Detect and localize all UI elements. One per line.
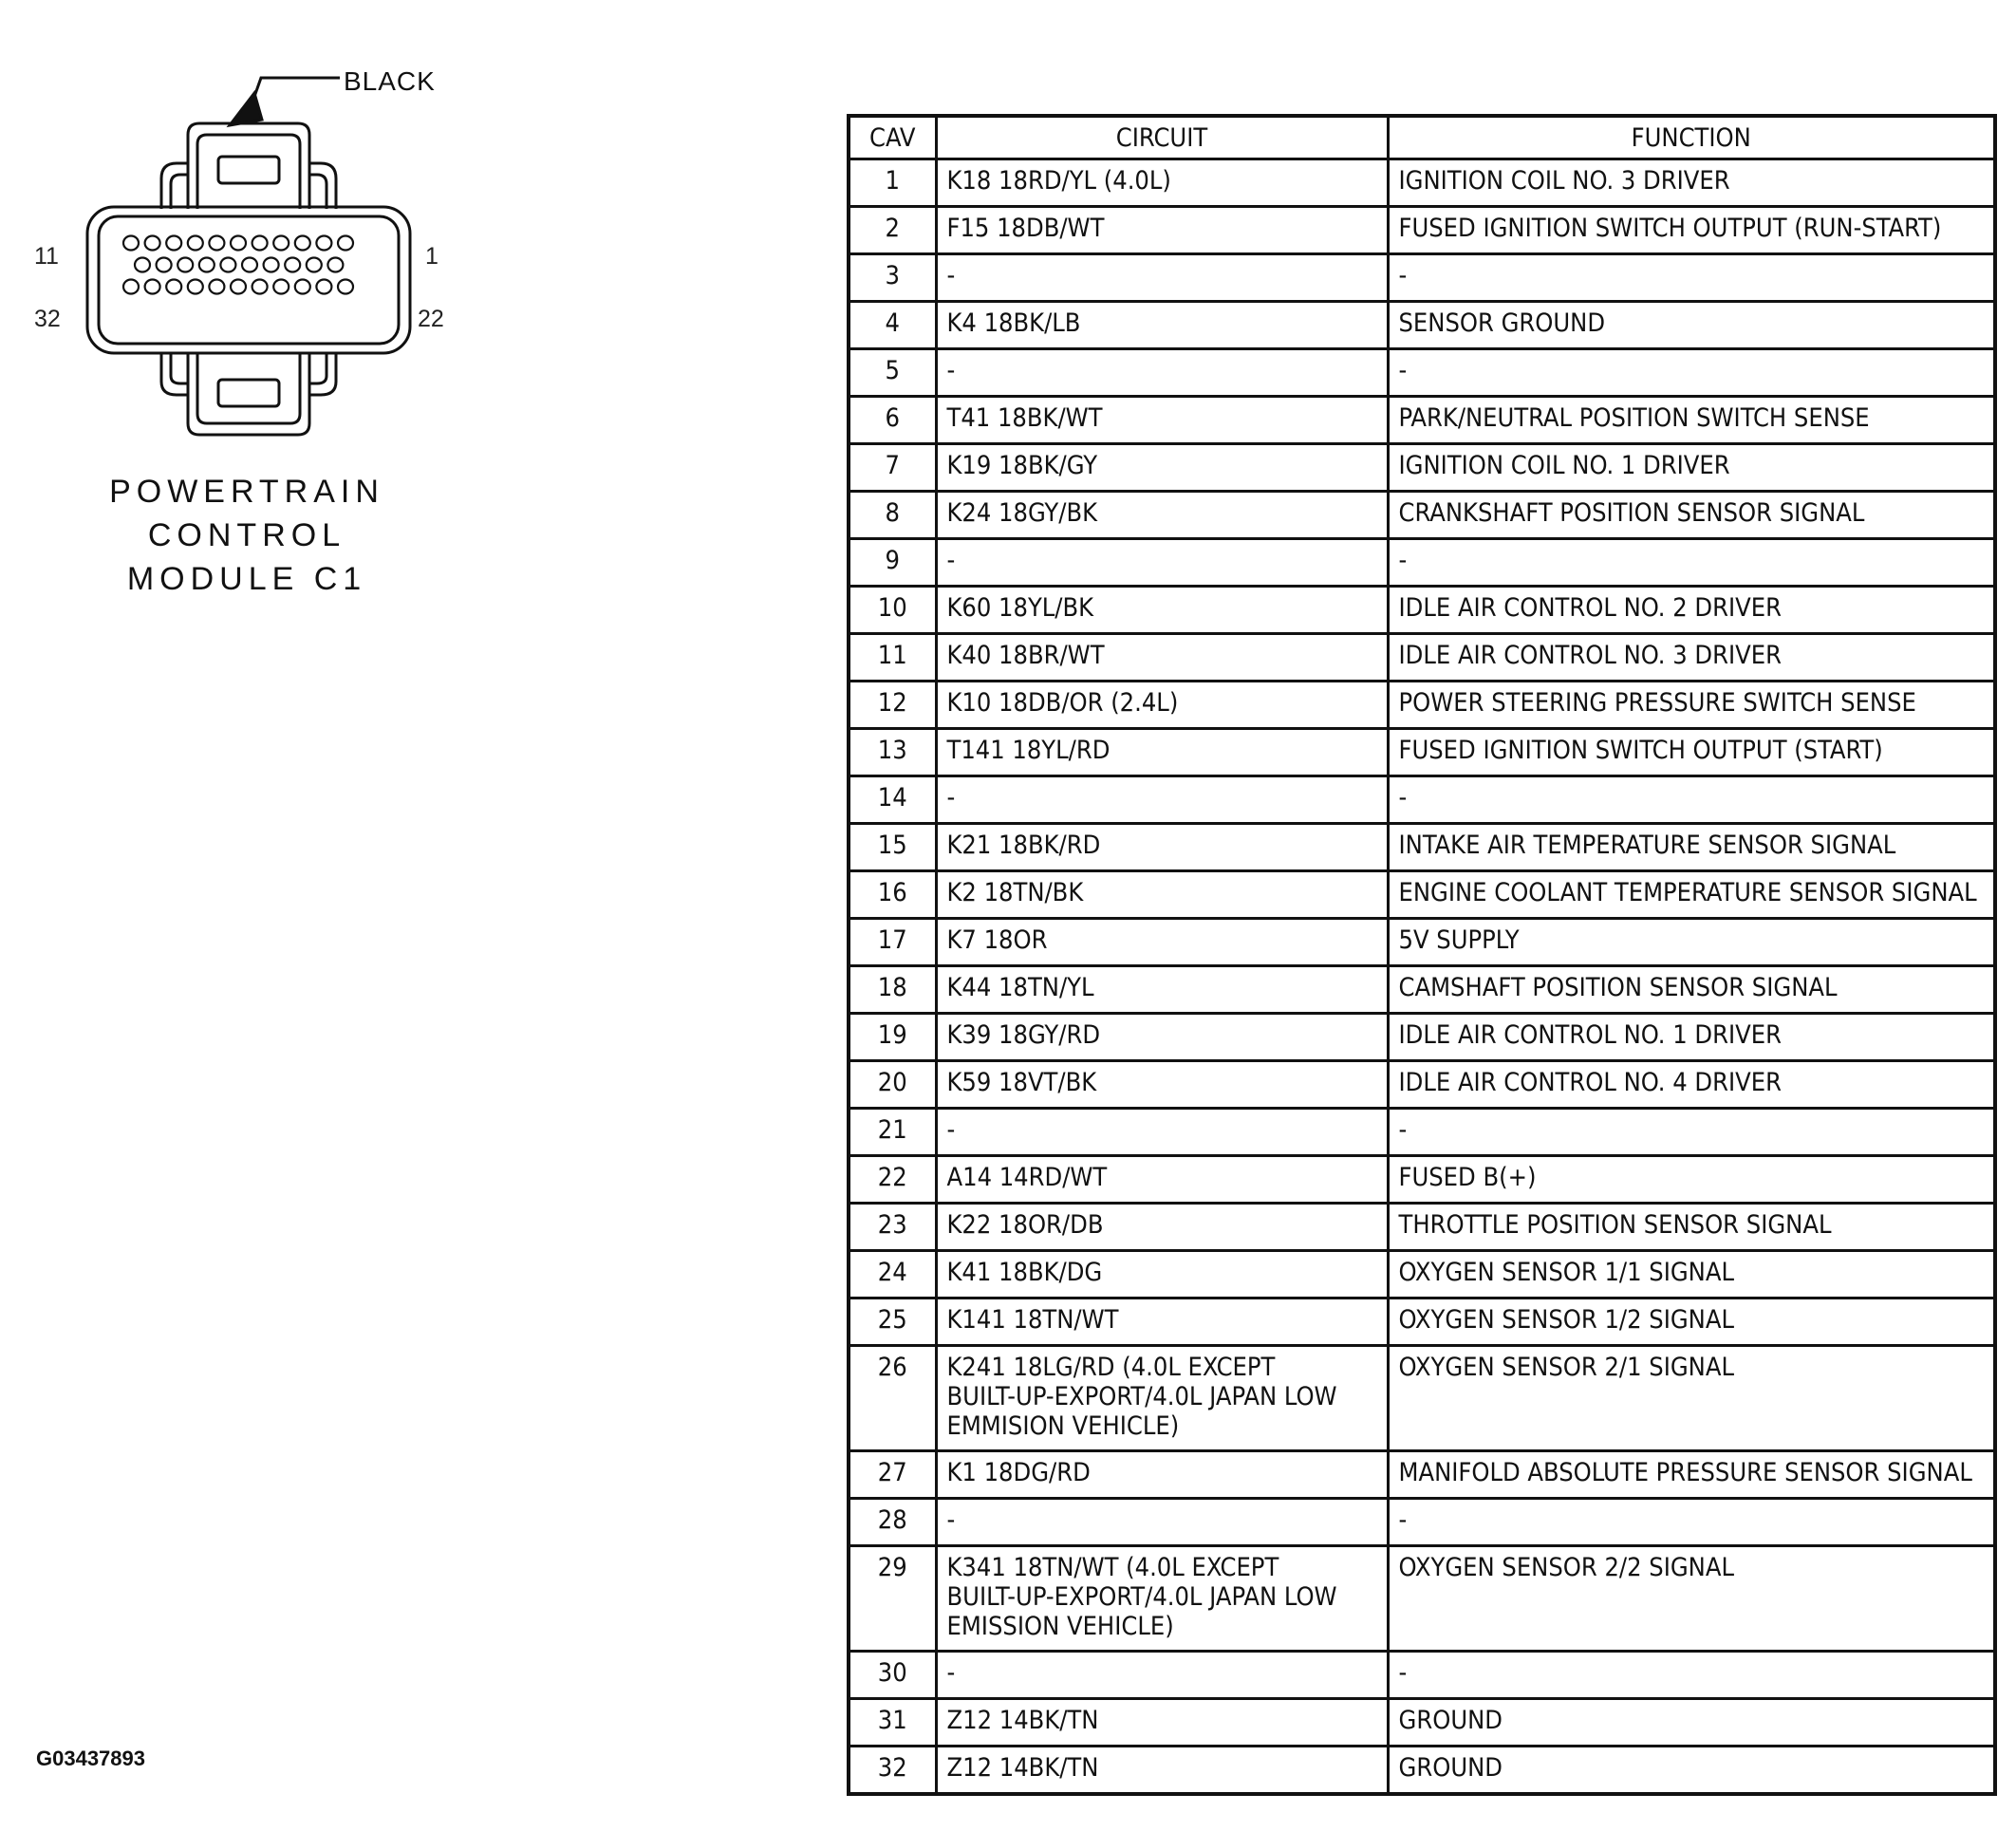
function-cell: ENGINE COOLANT TEMPERATURE SENSOR SIGNAL [1388, 871, 1995, 919]
pin-hole [209, 236, 224, 251]
table-row [849, 1499, 1995, 1546]
table-row [849, 444, 1995, 492]
circuit-cell: K4 18BK/LB [936, 302, 1388, 349]
table-row [849, 349, 1995, 397]
circuit-cell: K19 18BK/GY [936, 444, 1388, 492]
circuit-cell: K18 18RD/YL (4.0L) [936, 159, 1388, 207]
circuit-cell: K141 18TN/WT [936, 1299, 1388, 1346]
table-row [849, 824, 1995, 871]
function-cell: INTAKE AIR TEMPERATURE SENSOR SIGNAL [1388, 824, 1995, 871]
pin-hole [166, 280, 181, 294]
circuit-cell: - [936, 539, 1388, 587]
cav-cell: 23 [849, 1204, 936, 1251]
pin-hole [145, 280, 160, 294]
table-row [849, 634, 1995, 682]
table-row [849, 1251, 1995, 1299]
function-cell: - [1388, 349, 1995, 397]
circuit-cell: K341 18TN/WT (4.0L EXCEPT BUILT-UP-EXPORT/4.0L JAPAN LOW EMISSION VEHICLE) [936, 1546, 1388, 1652]
table-row [849, 1299, 1995, 1346]
function-cell: IDLE AIR CONTROL NO. 3 DRIVER [1388, 634, 1995, 682]
header-cav: CAV [849, 116, 936, 159]
function-cell: CAMSHAFT POSITION SENSOR SIGNAL [1388, 966, 1995, 1014]
function-cell: POWER STEERING PRESSURE SWITCH SENSE [1388, 682, 1995, 729]
cav-cell: 2 [849, 207, 936, 254]
table-row [849, 1546, 1995, 1652]
cav-cell: 6 [849, 397, 936, 444]
function-cell: - [1388, 254, 1995, 302]
circuit-cell: K10 18DB/OR (2.4L) [936, 682, 1388, 729]
pin-hole [264, 258, 279, 272]
table-row [849, 966, 1995, 1014]
arrow-icon [230, 93, 262, 125]
header-circuit: CIRCUIT [936, 116, 1388, 159]
function-cell: GROUND [1388, 1699, 1995, 1747]
function-cell: SENSOR GROUND [1388, 302, 1995, 349]
pin-hole [273, 236, 289, 251]
cav-cell: 10 [849, 587, 936, 634]
table-row [849, 1747, 1995, 1795]
pin-hole [177, 258, 193, 272]
circuit-cell: - [936, 349, 1388, 397]
table-row [849, 492, 1995, 539]
circuit-cell: K44 18TN/YL [936, 966, 1388, 1014]
cav-cell: 9 [849, 539, 936, 587]
pin-hole [231, 236, 246, 251]
cav-cell: 8 [849, 492, 936, 539]
pin-label-11: 11 [34, 243, 59, 270]
pin-hole [209, 280, 224, 294]
table-row [849, 1061, 1995, 1109]
circuit-cell: - [936, 254, 1388, 302]
table-row [849, 539, 1995, 587]
cav-cell: 12 [849, 682, 936, 729]
pin-hole [166, 236, 181, 251]
cav-cell: 14 [849, 776, 936, 824]
pin-hole [285, 258, 300, 272]
function-cell: - [1388, 1652, 1995, 1699]
function-cell: OXYGEN SENSOR 1/1 SIGNAL [1388, 1251, 1995, 1299]
function-cell: IDLE AIR CONTROL NO. 1 DRIVER [1388, 1014, 1995, 1061]
pin-label-22: 22 [418, 306, 444, 332]
cav-cell: 29 [849, 1546, 936, 1652]
table-row [849, 1699, 1995, 1747]
pin-label-1: 1 [425, 243, 439, 270]
pin-hole [123, 236, 139, 251]
circuit-cell: K2 18TN/BK [936, 871, 1388, 919]
pin-hole [338, 280, 353, 294]
function-cell: PARK/NEUTRAL POSITION SWITCH SENSE [1388, 397, 1995, 444]
function-cell: IDLE AIR CONTROL NO. 2 DRIVER [1388, 587, 1995, 634]
circuit-cell: K1 18DG/RD [936, 1451, 1388, 1499]
table-row [849, 1652, 1995, 1699]
cav-cell: 21 [849, 1109, 936, 1156]
table-row [849, 682, 1995, 729]
function-cell: OXYGEN SENSOR 2/2 SIGNAL [1388, 1546, 1995, 1652]
table-row [849, 397, 1995, 444]
cav-cell: 4 [849, 302, 936, 349]
function-cell: OXYGEN SENSOR 1/2 SIGNAL [1388, 1299, 1995, 1346]
circuit-cell: - [936, 1499, 1388, 1546]
cav-cell: 20 [849, 1061, 936, 1109]
function-cell: - [1388, 776, 1995, 824]
circuit-cell: - [936, 776, 1388, 824]
table-row [849, 1451, 1995, 1499]
circuit-cell: K39 18GY/RD [936, 1014, 1388, 1061]
circuit-cell: Z12 14BK/TN [936, 1699, 1388, 1747]
cav-cell: 17 [849, 919, 936, 966]
pin-hole [307, 258, 322, 272]
cav-cell: 1 [849, 159, 936, 207]
table-row [849, 1156, 1995, 1204]
pin-hole [316, 280, 331, 294]
figure-id: G03437893 [36, 1747, 145, 1770]
function-cell: MANIFOLD ABSOLUTE PRESSURE SENSOR SIGNAL [1388, 1451, 1995, 1499]
pin-hole [123, 280, 139, 294]
circuit-cell: K24 18GY/BK [936, 492, 1388, 539]
cav-cell: 7 [849, 444, 936, 492]
cav-cell: 18 [849, 966, 936, 1014]
pin-hole [242, 258, 257, 272]
pin-holes [123, 236, 353, 294]
table-row [849, 1109, 1995, 1156]
circuit-cell: - [936, 1109, 1388, 1156]
circuit-cell: K241 18LG/RD (4.0L EXCEPT BUILT-UP-EXPORT/4.0L JAPAN LOW EMMISION VEHICLE) [936, 1346, 1388, 1451]
function-cell: FUSED IGNITION SWITCH OUTPUT (RUN-START) [1388, 207, 1995, 254]
function-cell: GROUND [1388, 1747, 1995, 1795]
pin-hole [273, 280, 289, 294]
function-cell: CRANKSHAFT POSITION SENSOR SIGNAL [1388, 492, 1995, 539]
cav-cell: 25 [849, 1299, 936, 1346]
pin-hole [316, 236, 331, 251]
pin-label-32: 32 [34, 306, 61, 332]
circuit-cell: K21 18BK/RD [936, 824, 1388, 871]
table-row [849, 1346, 1995, 1451]
cav-cell: 30 [849, 1652, 936, 1699]
pin-hole [327, 258, 343, 272]
table-row [849, 587, 1995, 634]
pin-hole [338, 236, 353, 251]
pin-hole [295, 280, 310, 294]
cav-cell: 24 [849, 1251, 936, 1299]
function-cell: - [1388, 1499, 1995, 1546]
circuit-cell: K41 18BK/DG [936, 1251, 1388, 1299]
pin-hole [157, 258, 172, 272]
function-cell: FUSED IGNITION SWITCH OUTPUT (START) [1388, 729, 1995, 776]
pin-hole [199, 258, 215, 272]
cav-cell: 13 [849, 729, 936, 776]
cav-cell: 5 [849, 349, 936, 397]
table-row [849, 302, 1995, 349]
pin-hole [135, 258, 150, 272]
cav-cell: 19 [849, 1014, 936, 1061]
table-row [849, 1014, 1995, 1061]
cav-cell: 3 [849, 254, 936, 302]
cav-cell: 11 [849, 634, 936, 682]
table-row [849, 254, 1995, 302]
function-cell: IGNITION COIL NO. 3 DRIVER [1388, 159, 1995, 207]
circuit-cell: K60 18YL/BK [936, 587, 1388, 634]
cav-cell: 22 [849, 1156, 936, 1204]
function-cell: IDLE AIR CONTROL NO. 4 DRIVER [1388, 1061, 1995, 1109]
circuit-cell: F15 18DB/WT [936, 207, 1388, 254]
cav-cell: 27 [849, 1451, 936, 1499]
cav-cell: 16 [849, 871, 936, 919]
circuit-cell: Z12 14BK/TN [936, 1747, 1388, 1795]
circuit-cell: A14 14RD/WT [936, 1156, 1388, 1204]
table-row [849, 919, 1995, 966]
cav-cell: 26 [849, 1346, 936, 1451]
pin-hole [188, 236, 203, 251]
connector-title: POWERTRAIN CONTROL MODULE C1 [109, 474, 384, 597]
table-row [849, 871, 1995, 919]
pin-hole [252, 280, 268, 294]
pin-hole [188, 280, 203, 294]
cav-cell: 15 [849, 824, 936, 871]
circuit-cell: T41 18BK/WT [936, 397, 1388, 444]
function-cell: FUSED B(+) [1388, 1156, 1995, 1204]
table-row [849, 207, 1995, 254]
circuit-cell: K7 18OR [936, 919, 1388, 966]
cav-cell: 31 [849, 1699, 936, 1747]
pin-hole [145, 236, 160, 251]
function-cell: THROTTLE POSITION SENSOR SIGNAL [1388, 1204, 1995, 1251]
circuit-cell: - [936, 1652, 1388, 1699]
pin-hole [220, 258, 235, 272]
circuit-cell: T141 18YL/RD [936, 729, 1388, 776]
pin-hole [252, 236, 268, 251]
housing-color-label: BLACK [344, 66, 436, 96]
function-cell: - [1388, 539, 1995, 587]
table-header-row [849, 116, 1995, 159]
pin-hole [231, 280, 246, 294]
connector-diagram [28, 57, 465, 456]
function-cell: 5V SUPPLY [1388, 919, 1995, 966]
cav-cell: 28 [849, 1499, 936, 1546]
header-function: FUNCTION [1388, 116, 1995, 159]
circuit-cell: K22 18OR/DB [936, 1204, 1388, 1251]
circuit-cell: K40 18BR/WT [936, 634, 1388, 682]
circuit-cell: K59 18VT/BK [936, 1061, 1388, 1109]
function-cell: IGNITION COIL NO. 1 DRIVER [1388, 444, 1995, 492]
table-row [849, 729, 1995, 776]
pinout-table [847, 114, 1997, 1796]
cav-cell: 32 [849, 1747, 936, 1795]
table-row [849, 159, 1995, 207]
function-cell: OXYGEN SENSOR 2/1 SIGNAL [1388, 1346, 1995, 1451]
function-cell: - [1388, 1109, 1995, 1156]
pin-hole [295, 236, 310, 251]
table-row [849, 776, 1995, 824]
table-row [849, 1204, 1995, 1251]
